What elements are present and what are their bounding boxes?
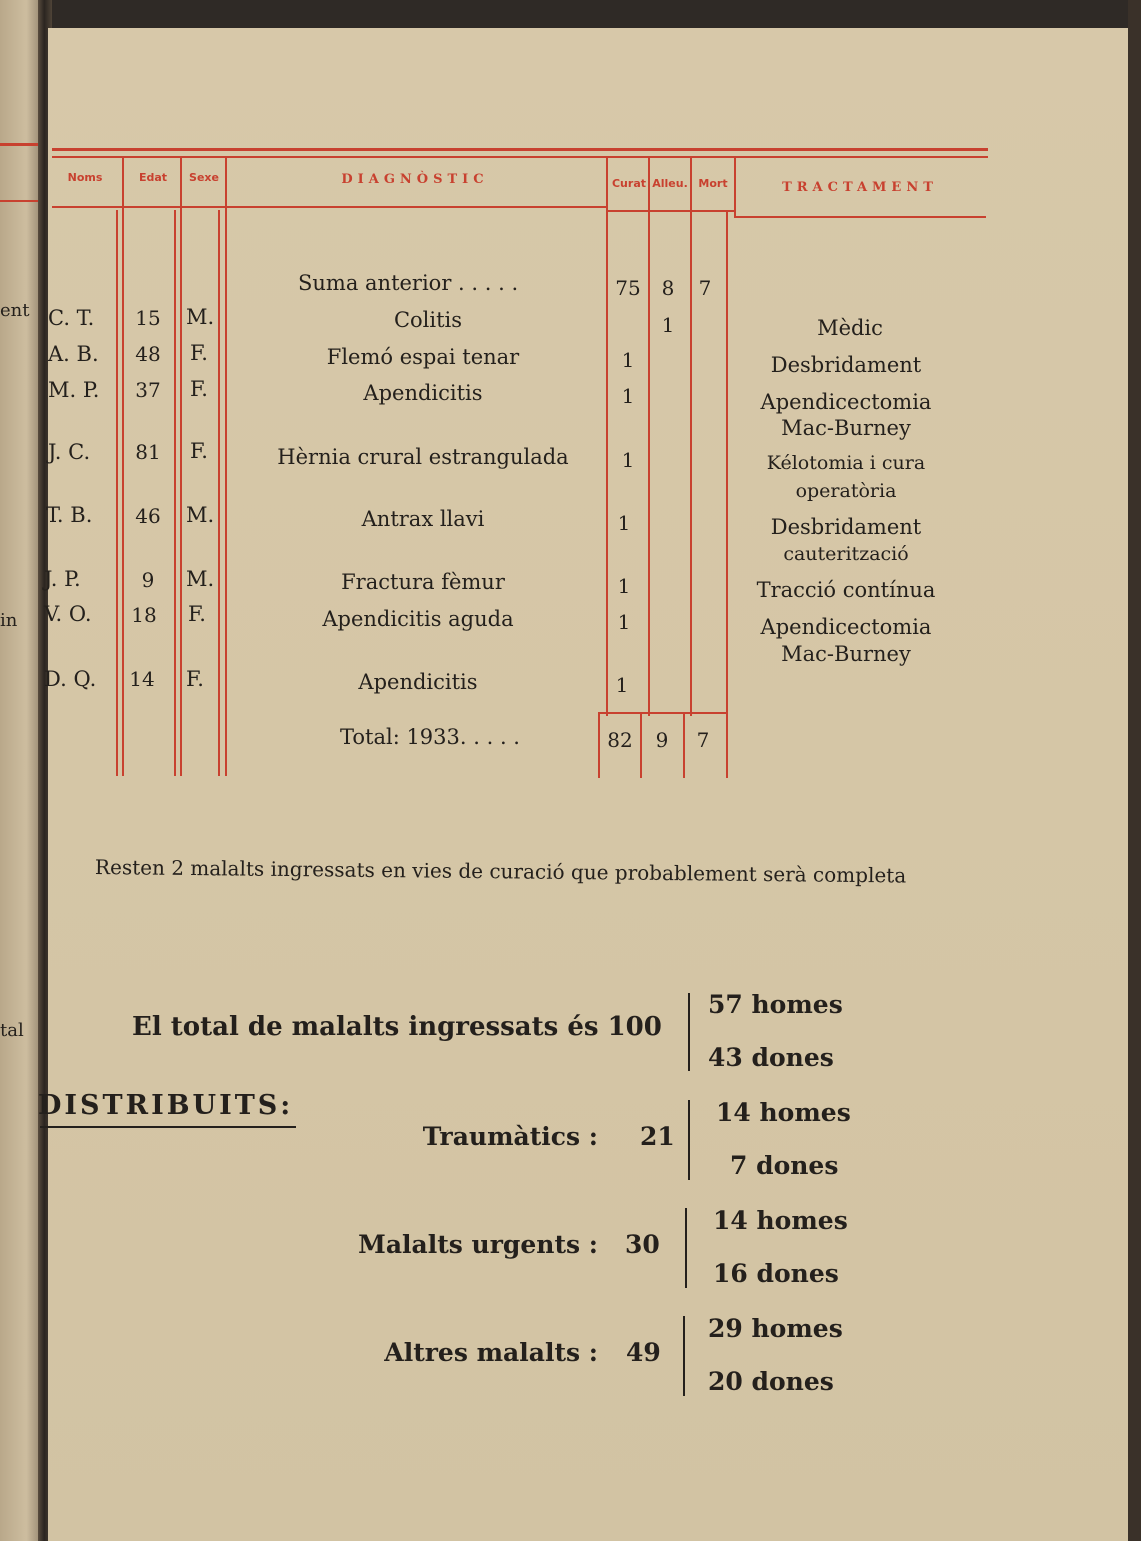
previous-alleu: 8 xyxy=(661,276,675,300)
group-homes: 14 homes xyxy=(716,1098,851,1127)
cell-sexe: F. xyxy=(190,377,208,401)
cell-noms: T. B. xyxy=(46,503,93,527)
cell-tractament: Mèdic xyxy=(817,316,883,340)
cell-curat: 1 xyxy=(621,348,635,372)
cell-tractament: Kélotomia i cura xyxy=(766,452,926,474)
cell-edat: 9 xyxy=(141,568,155,592)
cell-tractament: Apendicectomia xyxy=(760,615,932,639)
cell-edat: 46 xyxy=(135,504,161,528)
cell-edat: 15 xyxy=(135,306,161,330)
cell-tractament: Desbridament xyxy=(770,353,922,377)
right-page-edge xyxy=(1128,0,1141,1541)
cell-sexe: F. xyxy=(188,602,206,626)
cell-tractament: Apendicectomia xyxy=(760,390,932,414)
cell-edat: 81 xyxy=(135,440,161,464)
brace-symbol xyxy=(688,993,700,1071)
header-edat: Edat xyxy=(138,171,168,184)
total-label: Total: 1933. . . . . xyxy=(340,725,520,749)
brace-symbol xyxy=(683,1316,695,1396)
page xyxy=(48,28,1138,1541)
header-noms: Noms xyxy=(67,171,103,184)
previous-mort: 7 xyxy=(698,276,712,300)
distribuits-heading: DISTRIBUITS: xyxy=(38,1090,294,1121)
cell-diagnostic: Colitis xyxy=(393,308,463,332)
cell-sexe: M. xyxy=(186,503,215,527)
group-label: Altres malalts : xyxy=(384,1338,598,1367)
cell-diagnostic: Apendicitis aguda xyxy=(322,607,514,631)
group-dones: 20 dones xyxy=(708,1367,834,1396)
left-page-rule xyxy=(0,143,38,146)
group-dones: 7 dones xyxy=(730,1151,839,1180)
cell-alleu: 1 xyxy=(661,313,675,337)
summary-total-label: El total de malalts ingressats és 100 xyxy=(132,1012,662,1042)
cell-sexe: F. xyxy=(190,341,208,365)
note-text: Resten 2 malalts ingressats en vies de curació que probablement serà completa xyxy=(94,855,907,888)
total-mort: 7 xyxy=(696,728,710,752)
cell-diagnostic: Apendicitis xyxy=(358,670,478,694)
cell-noms: J. P. xyxy=(44,567,81,591)
group-homes: 29 homes xyxy=(708,1314,843,1343)
header-mort: Mort xyxy=(698,177,728,190)
previous-sum-label: Suma anterior . . . . . xyxy=(298,271,519,295)
previous-curat: 75 xyxy=(615,276,641,300)
total-alleu: 9 xyxy=(655,728,669,752)
cell-edat: 18 xyxy=(131,603,157,627)
cell-noms: D. Q. xyxy=(44,667,97,691)
cell-diagnostic: Flemó espai tenar xyxy=(326,345,520,369)
cell-noms: M. P. xyxy=(48,378,100,402)
group-homes: 14 homes xyxy=(713,1206,848,1235)
header-curat: Curat xyxy=(611,177,646,190)
group-count: 30 xyxy=(625,1230,660,1259)
group-count: 49 xyxy=(626,1338,661,1367)
cell-tractament: Desbridament xyxy=(770,515,922,539)
brace-symbol xyxy=(688,1100,700,1180)
cell-curat: 1 xyxy=(621,448,635,472)
cell-curat: 1 xyxy=(617,574,631,598)
left-page-fragment: ent xyxy=(0,300,30,321)
cell-noms: C. T. xyxy=(48,306,95,330)
cell-curat: 1 xyxy=(621,384,635,408)
cell-tractament: Tracció contínua xyxy=(756,578,936,602)
cell-sexe: F. xyxy=(186,667,204,691)
cell-tractament: cauterització xyxy=(783,543,909,565)
cell-tractament: operatòria xyxy=(795,480,897,502)
cell-sexe: F. xyxy=(190,439,208,463)
summary-total-homes: 57 homes xyxy=(708,990,843,1019)
cell-diagnostic: Fractura fèmur xyxy=(341,570,505,594)
cell-noms: V. O. xyxy=(44,602,92,626)
header-sexe: Sexe xyxy=(189,171,219,184)
brace-symbol xyxy=(685,1208,697,1288)
group-label: Traumàtics : xyxy=(422,1122,598,1151)
cell-edat: 37 xyxy=(135,378,161,402)
cell-noms: J. C. xyxy=(48,440,91,464)
cell-curat: 1 xyxy=(617,610,631,634)
group-dones: 16 dones xyxy=(713,1259,839,1288)
left-page-fragment: in xyxy=(0,610,18,631)
cell-diagnostic: Hèrnia crural estrangulada xyxy=(277,445,569,469)
cell-sexe: M. xyxy=(186,567,215,591)
left-page-fragment: tal xyxy=(0,1020,24,1041)
header-diagnostic: DIAGNÒSTIC xyxy=(341,172,489,187)
header-tractament: TRACTAMENT xyxy=(782,180,938,195)
cell-curat: 1 xyxy=(615,673,629,697)
distribuits-underline xyxy=(40,1126,296,1128)
cell-sexe: M. xyxy=(186,305,215,329)
group-count: 21 xyxy=(640,1122,675,1151)
summary-total-dones: 43 dones xyxy=(708,1043,834,1072)
cell-tractament: Mac-Burney xyxy=(781,642,911,666)
cell-noms: A. B. xyxy=(48,342,99,366)
left-page-rule xyxy=(0,200,38,202)
cell-curat: 1 xyxy=(617,511,631,535)
cell-tractament: Mac-Burney xyxy=(781,416,911,440)
cell-diagnostic: Antrax llavi xyxy=(361,507,485,531)
cell-edat: 48 xyxy=(135,342,161,366)
cell-edat: 14 xyxy=(129,667,155,691)
cell-diagnostic: Apendicitis xyxy=(363,381,483,405)
total-curat: 82 xyxy=(607,728,633,752)
header-alleu: Alleu. xyxy=(652,177,688,190)
group-label: Malalts urgents : xyxy=(358,1230,598,1259)
